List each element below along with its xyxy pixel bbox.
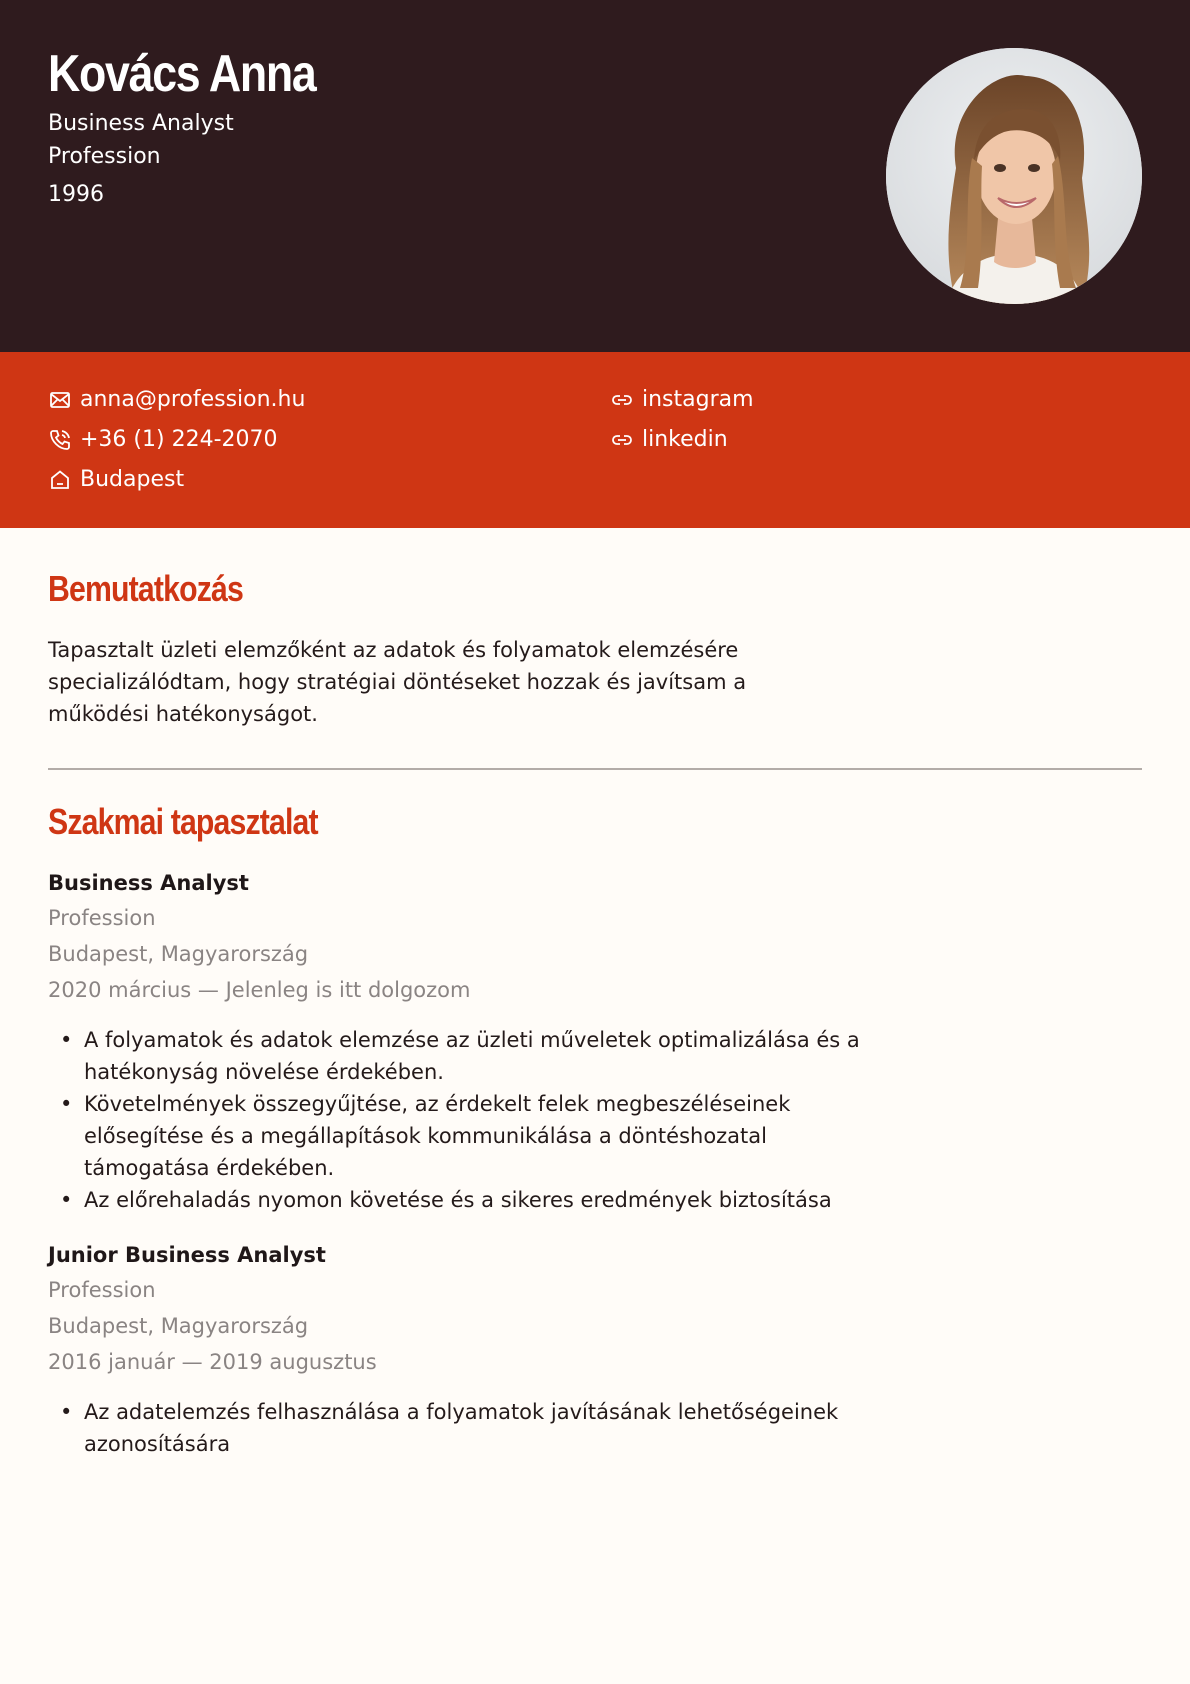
contact-phone[interactable]: [48, 427, 278, 452]
linkedin-text: linkedin: [642, 427, 728, 452]
list-item: • Az előrehaladás nyomon követése és a sikeres eredmények biztosítása: [48, 1184, 868, 1216]
contact-instagram-link[interactable]: [610, 387, 754, 412]
link-icon: [610, 428, 634, 452]
birth-year: 1996: [48, 182, 104, 207]
job-entry-period: 2020 március — Jelenleg is itt dolgozom: [48, 978, 471, 1002]
job-entry-location: Budapest, Magyarország: [48, 1314, 309, 1338]
instagram-text: instagram: [642, 387, 754, 412]
job-entry-title: Junior Business Analyst: [48, 1243, 326, 1267]
intro-text: Tapasztalt üzleti elemzőként az adatok és folyamatok elemzésére specializálódtam, hogy stratégiai döntéseket hozzak és javítsam a működési hatékonyságot.: [48, 638, 747, 726]
home-icon: [48, 468, 72, 492]
resume-header: [0, 0, 1190, 352]
list-item: • Az adatelemzés felhasználása a folyamatok javításának lehetőségeinek azonosítására: [48, 1396, 868, 1460]
job-entry-company: Profession: [48, 906, 156, 930]
experience-heading: Szakmai tapasztalat: [48, 801, 318, 842]
profile-photo: [886, 48, 1142, 304]
contact-bar: [0, 352, 1190, 528]
email-text: anna@profession.hu: [80, 387, 306, 412]
mail-icon: [48, 388, 72, 412]
list-item: • A folyamatok és adatok elemzése az üzleti műveletek optimalizálása és a hatékonyság növelése érdekében.: [48, 1024, 868, 1088]
portrait-photo-icon: [886, 48, 1142, 304]
job-entry-location: Budapest, Magyarország: [48, 942, 309, 966]
phone-icon: [48, 428, 72, 452]
link-icon: [610, 388, 634, 412]
job-entry-company: Profession: [48, 1278, 156, 1302]
intro-heading: Bemutatkozás: [48, 568, 243, 609]
job-entry-bullets: [48, 1396, 868, 1460]
job-entry-title: Business Analyst: [48, 871, 249, 895]
contact-email[interactable]: [48, 387, 305, 412]
job-entry-bullets: [48, 1024, 868, 1216]
section-divider: [48, 768, 1142, 770]
job-entry-period: 2016 január — 2019 augusztus: [48, 1350, 377, 1374]
city-text: Budapest: [80, 467, 185, 492]
job-title: Business Analyst: [48, 111, 234, 136]
company-name: Profession: [48, 144, 161, 169]
phone-text: +36 (1) 224-2070: [80, 427, 278, 452]
person-name: Kovács Anna: [48, 45, 316, 103]
contact-city: [48, 467, 184, 492]
contact-linkedin-link[interactable]: [610, 427, 728, 452]
list-item: • Követelmények összegyűjtése, az érdekelt felek megbeszéléseinek elősegítése és a megállapítások kommunikálása a döntéshozatal támogatása érdekében.: [48, 1088, 868, 1184]
